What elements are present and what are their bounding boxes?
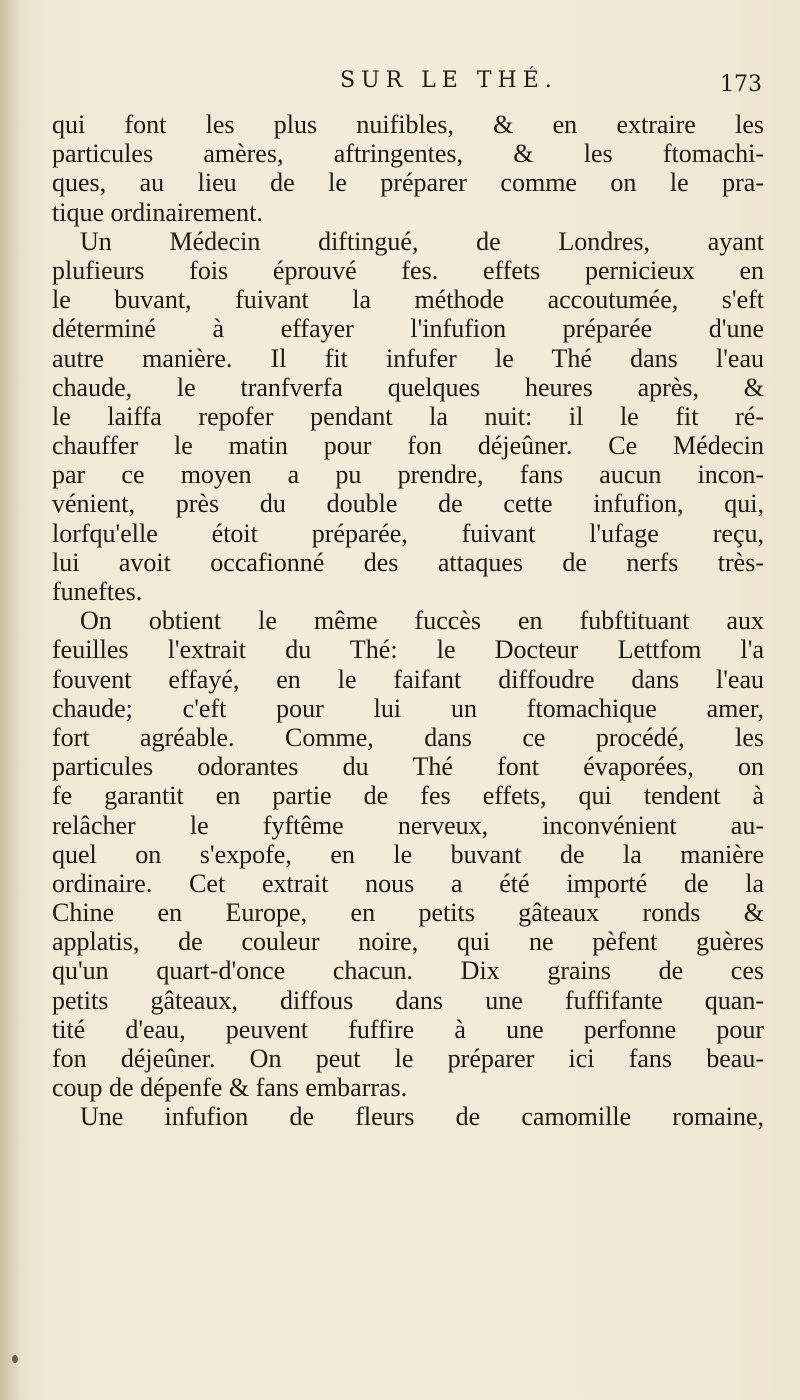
page-header (0, 68, 800, 108)
text-line: fouvent effayé, en le faifant diffoudre dans l'eau (52, 664, 764, 694)
text-line: autre manière. Il fit infufer le Thé dans l'eau (52, 343, 764, 373)
text-line: fe garantit en partie de fes effets, qui tendent à (52, 781, 764, 811)
text-line: déterminé à effayer l'infufion préparée d'une (52, 314, 764, 344)
text-line: fort agréable. Comme, dans ce procédé, les (52, 722, 764, 752)
page-gutter-shadow (0, 0, 22, 1400)
running-head: SUR LE THÉ. (340, 68, 558, 93)
page-number: 173 (720, 72, 762, 97)
text-line: lui avoit occafionné des attaques de nerfs très- (52, 547, 764, 577)
text-line: applatis, de couleur noire, qui ne pèfent guères (52, 927, 764, 957)
text-line: qu'un quart-d'once chacun. Dix grains de ces (52, 956, 764, 986)
text-line: On obtient le même fuccès en fubftituant aux (80, 606, 764, 636)
text-line: ordinaire. Cet extrait nous a été importé de la (52, 868, 764, 898)
text-line: chaude; c'eft pour lui un ftomachique amer, (52, 693, 764, 723)
text-line: relâcher le fyftême nerveux, inconvénient au- (52, 810, 764, 840)
text-line: chaude, le tranfverfa quelques heures après, & (52, 372, 764, 402)
text-line: coup de dépenfe & fans embarras. (52, 1073, 408, 1103)
text-line: tité d'eau, peuvent fuffire à une perfonne pour (52, 1014, 764, 1044)
text-line: le buvant, fuivant la méthode accoutumée, s'eft (52, 285, 764, 315)
text-line: fon déjeûner. On peut le préparer ici fans beau- (52, 1044, 764, 1073)
text-line: vénient, près du double de cette infufion, qui, (52, 489, 764, 519)
text-line: le laiffa repofer pendant la nuit: il le fit ré- (52, 401, 764, 431)
text-line: qui font les plus nuifibles, & en extraire les (52, 110, 764, 139)
text-line: Un Médecin diftingué, de Londres, ayant (80, 226, 764, 256)
text-line: feuilles l'extrait du Thé: le Docteur Lettfom l'a (52, 635, 764, 665)
text-line: particules odorantes du Thé font évaporées, on (52, 752, 764, 782)
body-text (52, 110, 764, 1132)
text-line: particules amères, aftringentes, & les ftomachi- (52, 139, 764, 169)
text-line: chauffer le matin pour fon déjeûner. Ce Médecin (52, 431, 764, 461)
text-line: par ce moyen a pu prendre, fans aucun incon- (52, 460, 764, 490)
text-line: Chine en Europe, en petits gâteaux ronds & (52, 898, 764, 928)
text-line: quel on s'expofe, en le buvant de la manière (52, 839, 764, 869)
text-line: tique ordinairement. (52, 197, 263, 227)
text-line: ques, au lieu de le préparer comme on le pra- (52, 168, 764, 198)
text-line: lorfqu'elle étoit préparée, fuivant l'ufage reçu, (52, 518, 764, 548)
ink-speck (12, 1355, 18, 1363)
text-line: funeftes. (52, 577, 143, 606)
text-line: Une infufion de fleurs de camomille romaine, (80, 1102, 764, 1132)
text-line: petits gâteaux, diffous dans une fuffifante quan- (52, 985, 764, 1015)
text-line: plufieurs fois éprouvé fes. effets pernicieux en (52, 255, 764, 285)
